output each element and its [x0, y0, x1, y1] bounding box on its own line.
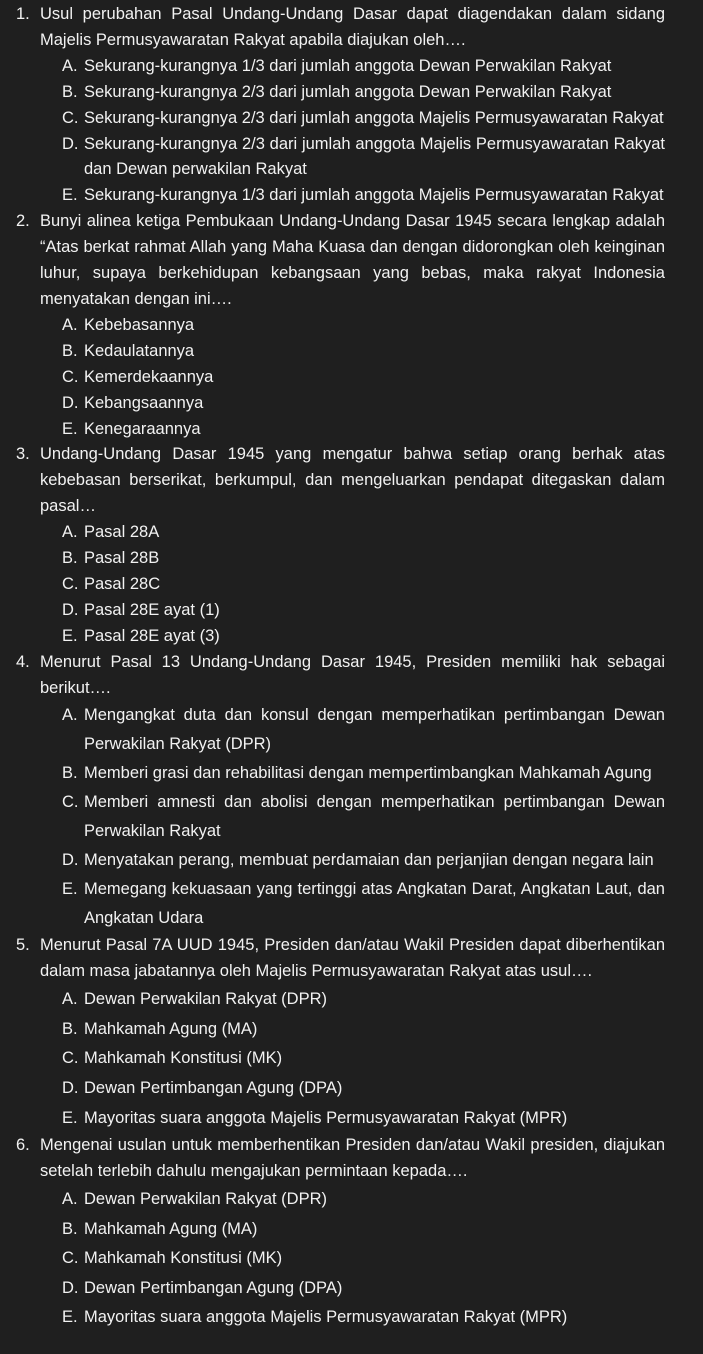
- question-text: Mengenai usulan untuk memberhentikan Presiden dan/atau Wakil presiden, diajukan setelah terlebih dahulu mengajukan permintaan kepada….: [40, 1136, 665, 1181]
- option-list: [16, 313, 665, 443]
- option-e: E. Mayoritas suara anggota Majelis Permusyawaratan Rakyat (MPR): [62, 1108, 568, 1127]
- option-b: B. Pasal 28B: [62, 549, 160, 568]
- question-text: Usul perubahan Pasal Undang-Undang Dasar dapat diagendakan dalam sidang Majelis Permusyawaratan Rakyat apabila diajukan oleh….: [40, 5, 665, 49]
- option-list: [16, 520, 665, 650]
- question-number: 3.: [16, 445, 30, 464]
- question-4: [16, 650, 665, 934]
- question-text: Menurut Pasal 7A UUD 1945, Presiden dan/atau Wakil Presiden dapat diberhentikan dalam masa jabatannya oleh Majelis Permusyawaratan Rakyat atas usul….: [40, 936, 665, 981]
- option-e: E. Memegang kekuasaan yang tertinggi atas Angkatan Darat, Angkatan Laut, dan Angkatan Udara: [62, 880, 665, 928]
- option-c: C. Sekurang-kurangnya 2/3 dari jumlah anggota Majelis Permusyawaratan Rakyat: [62, 108, 664, 127]
- question-text: Undang-Undang Dasar 1945 yang mengatur bahwa setiap orang berhak atas kebebasan berserikat, berkumpul, dan mengeluarkan pendapat ditegaskan dalam pasal…: [40, 445, 665, 516]
- option-e: E. Mayoritas suara anggota Majelis Permusyawaratan Rakyat (MPR): [62, 1308, 568, 1327]
- question-3: [16, 442, 665, 649]
- option-list: [16, 985, 665, 1133]
- option-a: A. Pasal 28A: [62, 523, 160, 542]
- question-number: 6.: [16, 1136, 30, 1155]
- option-d: D. Sekurang-kurangnya 2/3 dari jumlah anggota Majelis Permusyawaratan Rakyat dan Dewan perwakilan Rakyat: [62, 134, 665, 179]
- option-d: D. Dewan Pertimbangan Agung (DPA): [62, 1079, 343, 1098]
- option-b: B. Mahkamah Agung (MA): [62, 1219, 258, 1238]
- option-list: [16, 1185, 665, 1333]
- question-2: [16, 209, 665, 442]
- option-c: C. Mahkamah Konstitusi (MK): [62, 1049, 283, 1068]
- question-1: [16, 2, 665, 209]
- option-b: B. Kedaulatannya: [62, 341, 195, 360]
- option-d: D. Dewan Pertimbangan Agung (DPA): [62, 1278, 343, 1297]
- option-b: B. Sekurang-kurangnya 2/3 dari jumlah anggota Dewan Perwakilan Rakyat: [62, 82, 612, 101]
- question-text: Menurut Pasal 13 Undang-Undang Dasar 1945, Presiden memiliki hak sebagai berikut….: [40, 652, 665, 697]
- option-e: E. Pasal 28E ayat (3): [62, 626, 220, 645]
- option-a: A. Sekurang-kurangnya 1/3 dari jumlah anggota Dewan Perwakilan Rakyat: [62, 56, 612, 75]
- option-d: D. Menyatakan perang, membuat perdamaian dan perjanjian dengan negara lain: [62, 851, 654, 870]
- option-e: E. Sekurang-kurangnya 1/3 dari jumlah anggota Majelis Permusyawaratan Rakyat: [62, 186, 664, 205]
- option-c: C. Kemerdekaannya: [62, 367, 214, 386]
- option-a: A. Dewan Perwakilan Rakyat (DPR): [62, 990, 327, 1009]
- question-5: [16, 933, 665, 1133]
- option-list: [16, 54, 665, 209]
- question-6: [16, 1133, 665, 1333]
- option-list: [16, 701, 665, 933]
- option-c: C. Mahkamah Konstitusi (MK): [62, 1249, 283, 1268]
- question-number: 1.: [16, 5, 30, 23]
- option-a: A. Dewan Perwakilan Rakyat (DPR): [62, 1190, 327, 1209]
- option-a: A. Mengangkat duta dan konsul dengan memperhatikan pertimbangan Dewan Perwakilan Rakyat (DPR): [62, 706, 665, 754]
- option-d: D. Kebangsaannya: [62, 393, 204, 412]
- question-number: 5.: [16, 936, 30, 955]
- question-number: 4.: [16, 652, 30, 671]
- option-c: C. Memberi amnesti dan abolisi dengan memperhatikan pertimbangan Dewan Perwakilan Rakyat: [62, 793, 665, 841]
- question-number: 2.: [16, 212, 30, 231]
- option-a: A. Kebebasannya: [62, 315, 195, 334]
- question-text: Bunyi alinea ketiga Pembukaan Undang-Undang Dasar 1945 secara lengkap adalah “Atas berkat rahmat Allah yang Maha Kuasa dan dengan didorongkan oleh keinginan luhur, supaya berkehidupan kebangsaan yang bebas, maka rakyat Indonesia menyatakan dengan ini….: [40, 212, 665, 308]
- option-d: D. Pasal 28E ayat (1): [62, 600, 220, 619]
- option-e: E. Kenegaraannya: [62, 419, 201, 438]
- option-c: C. Pasal 28C: [62, 574, 161, 593]
- option-b: B. Mahkamah Agung (MA): [62, 1019, 258, 1038]
- option-b: B. Memberi grasi dan rehabilitasi dengan mempertimbangkan Mahkamah Agung: [62, 764, 652, 783]
